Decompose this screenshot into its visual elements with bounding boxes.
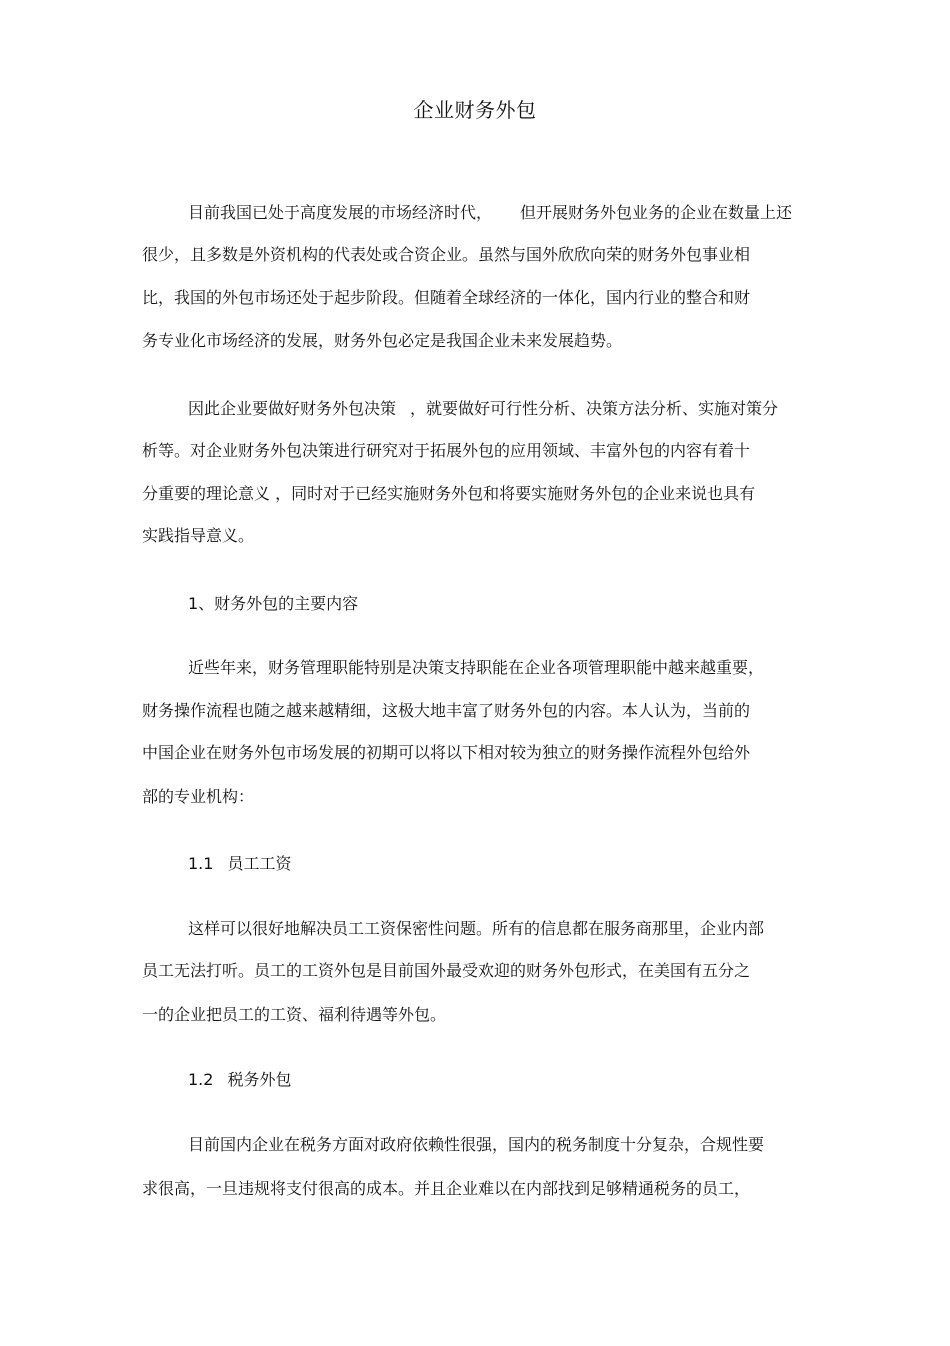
para2-line1-part-b: ，就要做好可行性分析、决策方法分析、实施对策分 bbox=[410, 399, 779, 418]
para4-line2: 员工无法打听。员工的工资外包是目前国外最受欢迎的财务外包形式，在美国有五分之 bbox=[142, 961, 751, 980]
section-heading-1-1 bbox=[188, 853, 291, 875]
para1-line1-part-a: 目前我国已处于高度发展的市场经济时代， bbox=[188, 203, 493, 222]
para3-line2: 财务操作流程也随之越来越精细，这极大地丰富了财务外包的内容。本人认为，当前的 bbox=[142, 701, 751, 720]
section-heading-1-1-text: 员工工资 bbox=[227, 854, 292, 873]
para2-line3: 分重要的理论意义 ，同时对于已经实施财务外包和将要实施财务外包的企业来说也具有 bbox=[142, 484, 756, 503]
section-heading-1-1-number: 1.1 bbox=[188, 854, 214, 873]
para1-line1-part-b: 但开展财务外包业务的企业在数量上还 bbox=[520, 203, 793, 222]
para1-line4: 务专业化市场经济的发展，财务外包必定是我国企业未来发展趋势。 bbox=[142, 331, 623, 350]
para4-line1: 这样可以很好地解决员工工资保密性问题。所有的信息都在服务商那里，企业内部 bbox=[188, 919, 765, 938]
section-heading-1-2-number: 1.2 bbox=[188, 1070, 214, 1089]
para2-line4: 实践指导意义。 bbox=[142, 526, 255, 545]
para1-line1 bbox=[188, 202, 792, 224]
para5-line2: 求很高，一旦违规将支付很高的成本。并且企业难以在内部找到足够精通税务的员工， bbox=[142, 1179, 751, 1198]
para4-line3: 一的企业把员工的工资、福利待遇等外包。 bbox=[142, 1005, 447, 1024]
para5-line1: 目前国内企业在税务方面对政府依赖性很强，国内的税务制度十分复杂，合规性要 bbox=[188, 1135, 765, 1154]
section-heading-1: 1、财务外包的主要内容 bbox=[188, 594, 359, 613]
para2-line1 bbox=[188, 398, 778, 420]
para3-line4: 部的专业机构： bbox=[142, 787, 255, 806]
para2-line2: 析等。对企业财务外包决策进行研究对于拓展外包的应用领域、丰富外包的内容有着十 bbox=[142, 441, 751, 460]
para1-line2: 很少，且多数是外资机构的代表处或合资企业。虽然与国外欣欣向荣的财务外包事业相 bbox=[142, 245, 751, 264]
document-title: 企业财务外包 bbox=[413, 98, 537, 122]
para2-line1-part-a: 因此企业要做好财务外包决策 bbox=[188, 399, 397, 418]
section-heading-1-2-text: 税务外包 bbox=[227, 1070, 292, 1089]
para1-line3: 比，我国的外包市场还处于起步阶段。但随着全球经济的一体化，国内行业的整合和财 bbox=[142, 288, 751, 307]
section-heading-1-2 bbox=[188, 1069, 291, 1091]
para3-line3: 中国企业在财务外包市场发展的初期可以将以下相对较为独立的财务操作流程外包给外 bbox=[142, 743, 751, 762]
para3-line1: 近些年来，财务管理职能特别是决策支持职能在企业各项管理职能中越来越重要， bbox=[188, 658, 765, 677]
